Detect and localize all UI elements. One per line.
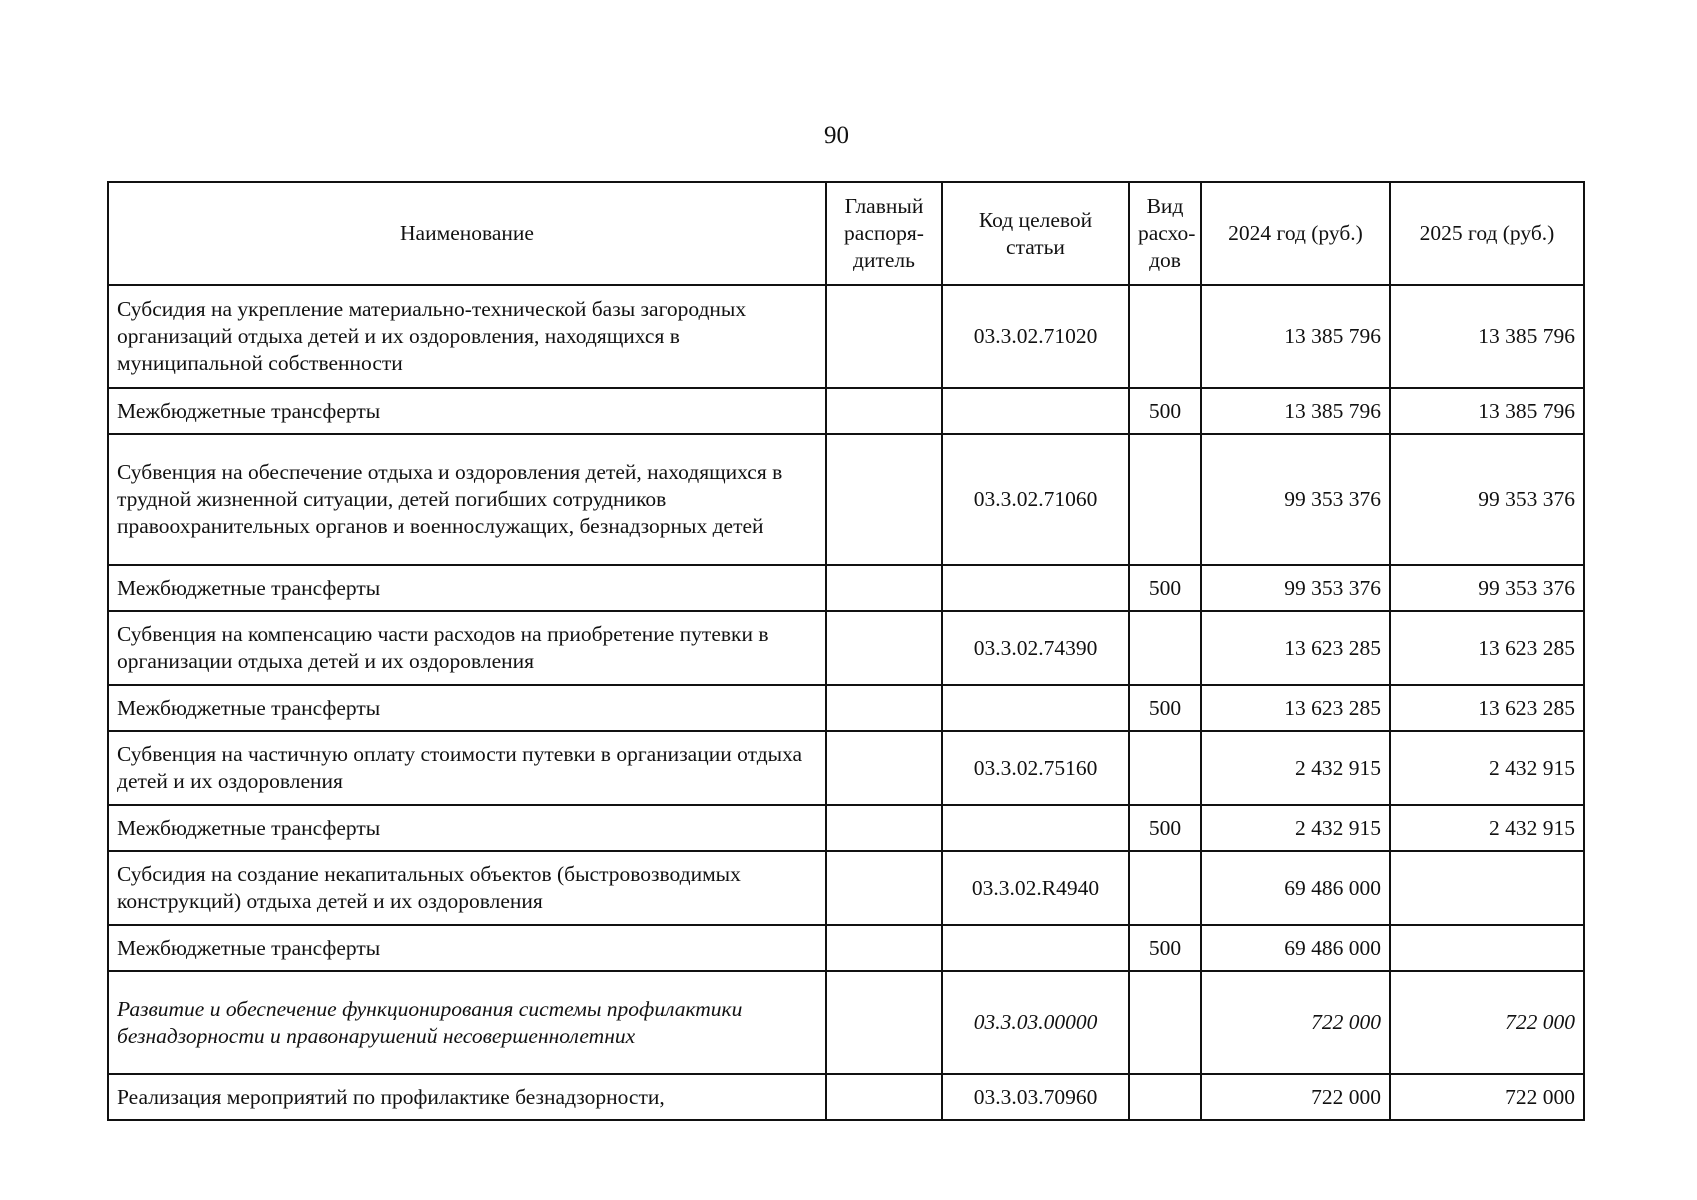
cell-target-code <box>942 925 1129 971</box>
cell-year-2024: 99 353 376 <box>1201 434 1390 565</box>
cell-target-code: 03.3.02.71060 <box>942 434 1129 565</box>
cell-year-2024: 2 432 915 <box>1201 805 1390 851</box>
cell-main-manager <box>826 1074 942 1120</box>
cell-year-2024: 2 432 915 <box>1201 731 1390 805</box>
cell-main-manager <box>826 925 942 971</box>
cell-expense-kind <box>1129 611 1201 685</box>
cell-year-2025: 722 000 <box>1390 1074 1584 1120</box>
header-main-manager: Главный распоря-дитель <box>826 182 942 285</box>
cell-year-2025: 722 000 <box>1390 971 1584 1074</box>
cell-main-manager <box>826 805 942 851</box>
cell-year-2024: 69 486 000 <box>1201 925 1390 971</box>
cell-target-code: 03.3.03.70960 <box>942 1074 1129 1120</box>
cell-main-manager <box>826 731 942 805</box>
cell-main-manager <box>826 971 942 1074</box>
cell-name: Развитие и обеспечение функционирования системы профилактики безнадзорности и правонарушений несовершеннолетних <box>108 971 826 1074</box>
cell-year-2024: 13 623 285 <box>1201 685 1390 731</box>
cell-target-code <box>942 805 1129 851</box>
cell-year-2025: 13 385 796 <box>1390 285 1584 388</box>
table-row <box>108 851 1584 925</box>
cell-target-code: 03.3.03.00000 <box>942 971 1129 1074</box>
cell-name: Межбюджетные трансферты <box>108 925 826 971</box>
cell-year-2024: 99 353 376 <box>1201 565 1390 611</box>
cell-expense-kind: 500 <box>1129 388 1201 434</box>
cell-year-2025: 2 432 915 <box>1390 731 1584 805</box>
cell-expense-kind: 500 <box>1129 925 1201 971</box>
header-expense-kind: Вид расхо-дов <box>1129 182 1201 285</box>
table-row <box>108 285 1584 388</box>
cell-name: Субвенция на компенсацию части расходов на приобретение путевки в организации отдыха детей и их оздоровления <box>108 611 826 685</box>
cell-year-2024: 13 385 796 <box>1201 388 1390 434</box>
cell-main-manager <box>826 685 942 731</box>
cell-name: Межбюджетные трансферты <box>108 805 826 851</box>
table-row <box>108 611 1584 685</box>
table-row <box>108 565 1584 611</box>
header-year-2025: 2025 год (руб.) <box>1390 182 1584 285</box>
cell-name: Межбюджетные трансферты <box>108 565 826 611</box>
header-year-2024: 2024 год (руб.) <box>1201 182 1390 285</box>
cell-name: Субсидия на укрепление материально-технической базы загородных организаций отдыха детей и их оздоровления, находящихся в муниципальной собственности <box>108 285 826 388</box>
table-row <box>108 925 1584 971</box>
cell-main-manager <box>826 434 942 565</box>
table-row <box>108 971 1584 1074</box>
table-row <box>108 805 1584 851</box>
table-row <box>108 434 1584 565</box>
table-header-row <box>108 182 1584 285</box>
table-row <box>108 1074 1584 1120</box>
cell-year-2025: 13 623 285 <box>1390 685 1584 731</box>
header-target-code: Код целевой статьи <box>942 182 1129 285</box>
cell-expense-kind <box>1129 731 1201 805</box>
cell-year-2025 <box>1390 851 1584 925</box>
cell-main-manager <box>826 611 942 685</box>
cell-year-2024: 722 000 <box>1201 1074 1390 1120</box>
cell-year-2025: 13 385 796 <box>1390 388 1584 434</box>
cell-target-code <box>942 565 1129 611</box>
cell-year-2024: 13 623 285 <box>1201 611 1390 685</box>
cell-name: Субвенция на частичную оплату стоимости путевки в организации отдыха детей и их оздоровления <box>108 731 826 805</box>
page-number: 90 <box>824 122 849 149</box>
budget-table <box>107 181 1585 1121</box>
cell-expense-kind <box>1129 285 1201 388</box>
cell-expense-kind: 500 <box>1129 565 1201 611</box>
cell-year-2024: 722 000 <box>1201 971 1390 1074</box>
cell-main-manager <box>826 388 942 434</box>
table-row <box>108 731 1584 805</box>
cell-expense-kind <box>1129 434 1201 565</box>
cell-year-2024: 13 385 796 <box>1201 285 1390 388</box>
cell-target-code <box>942 685 1129 731</box>
cell-name: Межбюджетные трансферты <box>108 685 826 731</box>
cell-main-manager <box>826 565 942 611</box>
cell-name: Субсидия на создание некапитальных объектов (быстровозводимых конструкций) отдыха детей и их оздоровления <box>108 851 826 925</box>
cell-year-2025: 99 353 376 <box>1390 434 1584 565</box>
cell-year-2025: 99 353 376 <box>1390 565 1584 611</box>
cell-name: Субвенция на обеспечение отдыха и оздоровления детей, находящихся в трудной жизненной ситуации, детей погибших сотрудников правоохранительных органов и военнослужащих, безнадзорных детей <box>108 434 826 565</box>
cell-name: Реализация мероприятий по профилактике безнадзорности, <box>108 1074 826 1120</box>
header-name: Наименование <box>108 182 826 285</box>
cell-expense-kind <box>1129 851 1201 925</box>
cell-main-manager <box>826 851 942 925</box>
cell-target-code: 03.3.02.71020 <box>942 285 1129 388</box>
cell-year-2025: 2 432 915 <box>1390 805 1584 851</box>
cell-target-code: 03.3.02.R4940 <box>942 851 1129 925</box>
cell-target-code: 03.3.02.74390 <box>942 611 1129 685</box>
cell-name: Межбюджетные трансферты <box>108 388 826 434</box>
cell-expense-kind <box>1129 971 1201 1074</box>
cell-target-code <box>942 388 1129 434</box>
cell-main-manager <box>826 285 942 388</box>
cell-expense-kind <box>1129 1074 1201 1120</box>
cell-expense-kind: 500 <box>1129 805 1201 851</box>
cell-year-2025 <box>1390 925 1584 971</box>
cell-year-2024: 69 486 000 <box>1201 851 1390 925</box>
cell-expense-kind: 500 <box>1129 685 1201 731</box>
cell-target-code: 03.3.02.75160 <box>942 731 1129 805</box>
cell-year-2025: 13 623 285 <box>1390 611 1584 685</box>
table-row <box>108 685 1584 731</box>
table-row <box>108 388 1584 434</box>
